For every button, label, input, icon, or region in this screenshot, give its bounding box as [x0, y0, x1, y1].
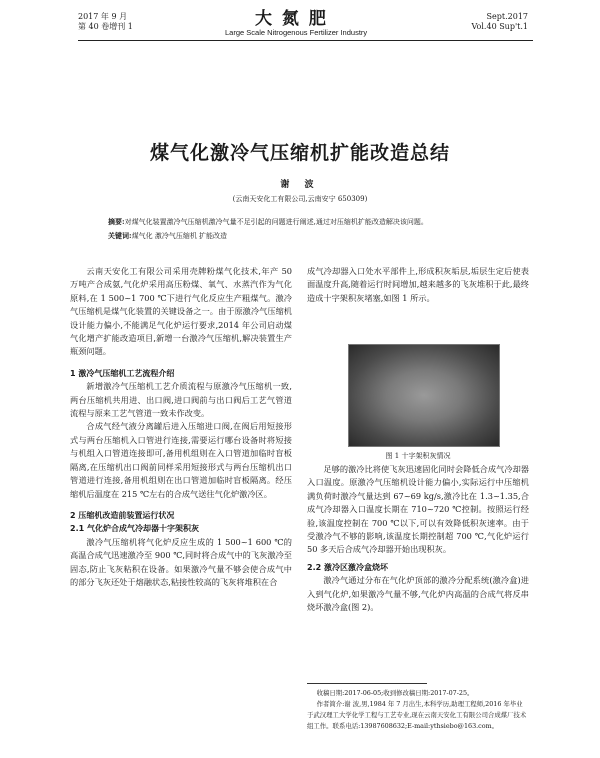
continued-paragraph: 成气冷却器入口处水平部件上,形成积灰垢层,垢层生定后使表面温度升高,随着运行时间增加,越来越多的飞灰堆积于此,最终造成十字架积灰堵塞,如图 1 所示。 — [307, 266, 529, 303]
abstract-text: 对煤气化装置激冷气压缩机激冷气量不足引起的问题进行阐述,通过对压缩机扩能改造解决该问题。 — [124, 218, 428, 226]
figure-1-caption: 图 1 十字架积灰情况 — [385, 452, 451, 460]
abstract — [108, 215, 508, 229]
left-column — [70, 265, 292, 589]
footnote-rule — [307, 683, 427, 684]
footnote-block — [307, 688, 529, 732]
header-rule — [78, 40, 533, 41]
section-2-1-paragraph-2: 足够的激冷比将使飞灰迅速固化同时会降低合成气冷却器入口温度。原激冷气压缩机设计能力偏小,实际运行中压缩机满负荷时激冷气量达到 67~69 kg/s,激冷比在 1.3~1.35,合成气冷却器入口温度长期在 710~720 ℃控制。按照运行经验,该温度控制在 700 ℃以下,可以有效降低积灰速率。由于受激冷气不够的影响,该温度长期控制超 700 ℃,气化炉运行 50 多天后合成气冷却器开始出现积灰。 — [307, 464, 529, 555]
right-column-top — [307, 265, 529, 305]
section-2-heading: 2 压缩机改造前装置运行状况 — [70, 510, 175, 520]
section-2-1-paragraph: 激冷气压缩机将气化炉反应生成的 1 500~1 600 ℃的高温合成气迅速激冷至 900 ℃,同时将合成气中的飞灰激冷至固态,防止飞灰粘积在设备。如果激冷气量不够会使合成气中的部分飞灰还处于熔融状态,粘接性较高的飞灰将堆积在合 — [70, 536, 292, 587]
figure-1-photo — [348, 344, 500, 447]
journal-volume: 第 40 卷增刊 1 — [78, 22, 133, 31]
section-2-1-heading: 2.1 气化炉合成气冷却器十字架积灰 — [70, 524, 199, 534]
journal-subtitle: Large Scale Nitrogenous Fertilizer Industry — [225, 28, 368, 37]
journal-date-en: Sept.2017 — [486, 12, 528, 21]
journal-logo: 大 氮 肥 — [255, 9, 328, 29]
keywords-label: 关键词: — [108, 231, 132, 240]
journal-date: 2017 年 9 月 — [78, 12, 128, 21]
section-1-heading: 1 激冷气压缩机工艺流程介绍 — [70, 368, 175, 378]
abstract-block — [108, 215, 508, 243]
section-1-paragraph-2: 合成气经气液分离罐后进入压缩进口阀,在阀后用短接形式与两台压缩机入口管进行连接,需要运行哪台设备时将短接与机组入口管道连接即可,备用机组则在入口管道加临时盲板隔离,在压缩机出口阀前同样采用短接形式与两台压缩机出口管道进行连接,备用机组则在出口管道加临时盲板隔离。经压缩机后温度在 215 ℃左右的合成气送往气化炉激冷区。 — [70, 421, 292, 499]
journal-volume-en: Vol.40 Sup't.1 — [471, 22, 528, 31]
abstract-label: 摘要: — [108, 217, 125, 226]
section-2-2-heading: 2.2 激冷区激冷盒烧坏 — [307, 562, 388, 572]
article-affiliation: (云南天安化工有限公司,云南安宁 650309) — [232, 195, 368, 203]
section-1-paragraph-1: 新增激冷气压缩机工艺介质流程与原激冷气压缩机一致,两台压缩机共用进、出口阀,进口阀前与出口阀后工艺气管道流程与原来工艺气管道一致未作改变。 — [70, 381, 292, 419]
article-author: 谢 波 — [280, 180, 320, 190]
footnote-author-bio: 作者简介:谢 波,男,1984 年 7 月出生,本科学历,助理工程师,2016 年毕业于武汉理工大学化学工程与工艺专业,现在云南天安化工有限公司合成煤厂技术组工作。联系电话:13987608632;E-mail:ythsiebo@163.com。 — [307, 700, 527, 730]
keywords — [108, 229, 508, 243]
footnote-received: 收稿日期:2017-06-05;收到修改稿日期:2017-07-25。 — [316, 689, 474, 697]
article-title: 煤气化激冷气压缩机扩能改造总结 — [149, 142, 450, 164]
keywords-text: 煤气化 激冷气压缩机 扩能改造 — [131, 232, 228, 240]
section-2-2-paragraph: 激冷气通过分布在气化炉顶部的激冷分配系统(激冷盒)进入到气化炉,如果激冷气量不够,气化炉内高温的合成气将反串烧坏激冷盒(图 2)。 — [307, 575, 529, 613]
right-column-bottom — [307, 463, 529, 614]
intro-paragraph: 云南天安化工有限公司采用壳牌粉煤气化技术,年产 50 万吨产合成氨,气化炉采用高压粉煤、氧气、水蒸汽作为气化原料,在 1 500~1 700 ℃下进行气化反应生产粗煤气。激冷气压缩机是煤气化装置的关键设备之一。由于原激冷气压缩机设计能力偏小,不能满足气化炉运行要求,2014 年公司启动煤气化增产扩能改造项目,新增一台激冷气压缩机,解决装置生产瓶颈问题。 — [70, 266, 292, 357]
